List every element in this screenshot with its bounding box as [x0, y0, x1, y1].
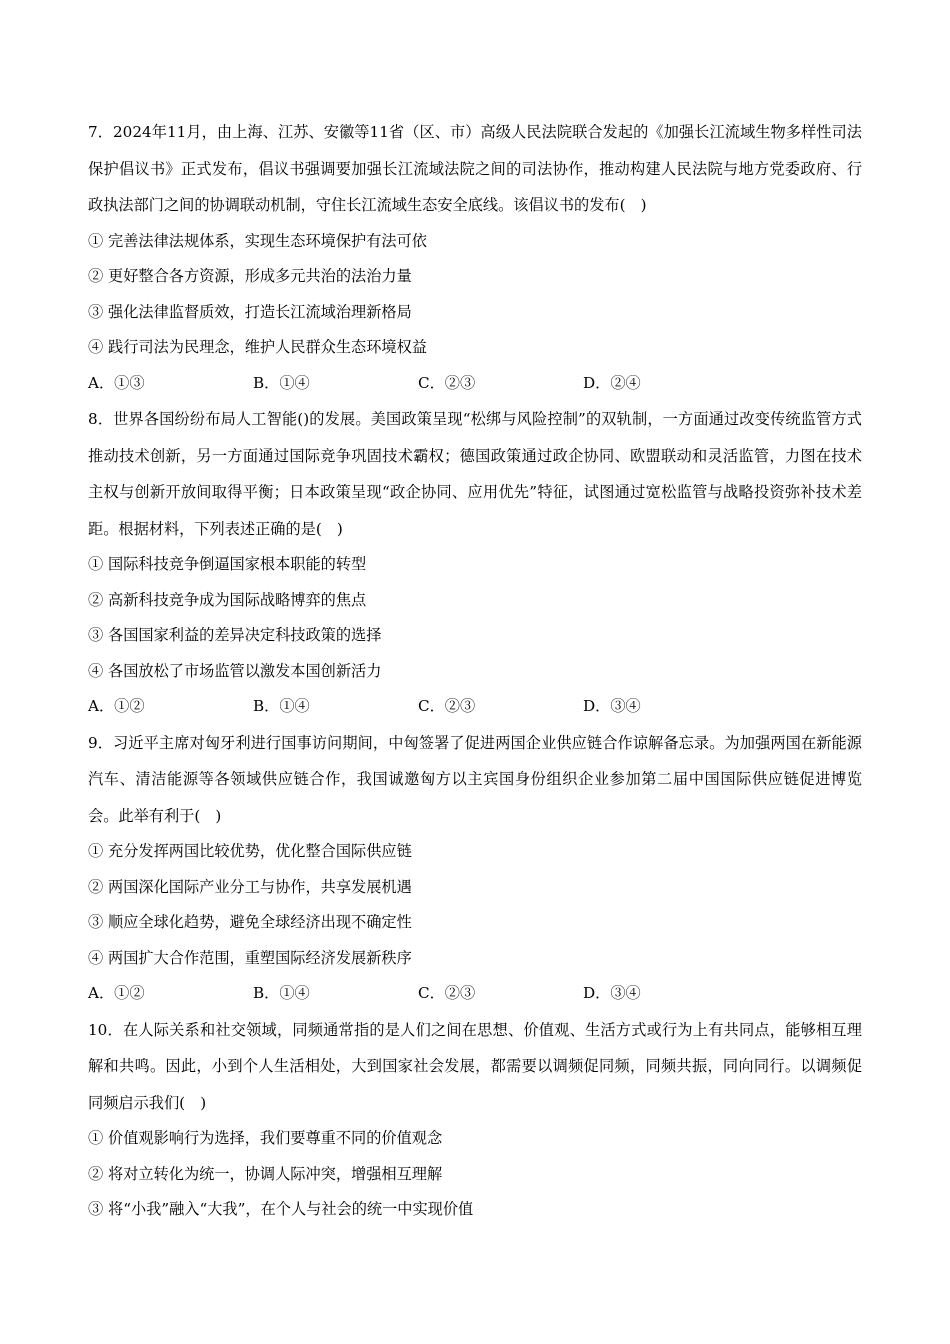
statement-3: ③ 将“小我”融入“大我”，在个人与社会的统一中实现价值 — [88, 1200, 474, 1218]
statement-2: ② 将对立转化为统一，协调人际冲突，增强相互理解 — [88, 1164, 443, 1183]
question-10 — [88, 1012, 862, 1228]
statement-4: ④ 践行司法为民理念，维护人民群众生态环境权益 — [88, 338, 427, 356]
choice-a: A．①② — [88, 697, 145, 715]
statement-4: ④ 各国放松了市场监管以激发本国创新活力 — [88, 661, 382, 680]
answer-choices — [88, 689, 862, 725]
choice-b: B．①④ — [253, 984, 310, 1002]
choice-b: B．①④ — [253, 697, 310, 715]
choice-d: D．③④ — [583, 984, 641, 1002]
choice-c: C．②③ — [418, 984, 476, 1002]
statement-2: ② 两国深化国际产业分工与协作，共享发展机遇 — [88, 877, 412, 896]
statement-1: ① 充分发挥两国比较优势，优化整合国际供应链 — [88, 842, 412, 860]
statement-3: ③ 顺应全球化趋势，避免全球经济出现不确定性 — [88, 913, 412, 931]
choice-a: A．①③ — [88, 373, 145, 392]
question-stem: 10．在人际关系和社交领域，同频通常指的是人们之间在思想、价值观、生活方式或行为上有共同点，能够相互理解和共鸣。因此，小到个人生活相处，大到国家社会发展，都需要以调频促同频，同频共振，同向同行。以调频促同频启示我们( ) — [88, 1020, 862, 1112]
question-8 — [88, 401, 862, 725]
statement-4: ④ 两国扩大合作范围，重塑国际经济发展新秩序 — [88, 948, 412, 967]
question-stem: 9．习近平主席对匈牙利进行国事访问期间，中匈签署了促进两国企业供应链合作谅解备忘录。为加强两国在新能源汽车、清洁能源等各领域供应链合作，我国诚邀匈方以主宾国身份组织企业参加第二届中国国际供应链促进博览会。此举有利于( ) — [88, 733, 862, 825]
question-stem: 8．世界各国纷纷布局人工智能()的发展。美国政策呈现“松绑与风险控制”的双轨制，一方面通过改变传统监管方式推动技术创新，另一方面通过国际竞争巩固技术霸权；德国政策通过政企协同、欧盟联动和灵活监管，力图在技术主权与创新开放间取得平衡；日本政策呈现“政企协同、应用优先”特征，试图通过宽松监管与战略投资弥补技术差距。根据材料，下列表述正确的是( ) — [88, 410, 862, 538]
answer-choices — [88, 366, 862, 402]
question-9 — [88, 725, 862, 1012]
statement-1: ① 价值观影响行为选择，我们要尊重不同的价值观念 — [88, 1129, 443, 1147]
choice-b: B．①④ — [253, 373, 310, 392]
statement-2: ② 更好整合各方资源，形成多元共治的法治力量 — [88, 267, 412, 285]
choice-d: D．②④ — [583, 373, 641, 392]
question-7 — [88, 114, 862, 401]
statement-3: ③ 强化法律监督质效，打造长江流域治理新格局 — [88, 302, 412, 321]
answer-choices — [88, 976, 862, 1012]
choice-c: C．②③ — [418, 697, 476, 715]
statement-2: ② 高新科技竞争成为国际战略博弈的焦点 — [88, 590, 367, 609]
choice-d: D．③④ — [583, 697, 641, 715]
statement-1: ① 完善法律法规体系，实现生态环境保护有法可依 — [88, 231, 427, 250]
question-stem: 7．2024年11月，由上海、江苏、安徽等11省（区、市）高级人民法院联合发起的《加强长江流域生物多样性司法保护倡议书》正式发布，倡议书强调要加强长江流域法院之间的司法协作，推动构建人民法院与地方党委政府、行政执法部门之间的协调联动机制，守住长江流域生态安全底线。该倡议书的发布( ) — [88, 123, 862, 214]
statement-3: ③ 各国国家利益的差异决定科技政策的选择 — [88, 626, 382, 644]
statement-1: ① 国际科技竞争倒逼国家根本职能的转型 — [88, 555, 367, 573]
choice-a: A．①② — [88, 984, 145, 1002]
exam-page — [88, 114, 862, 1228]
choice-c: C．②③ — [418, 373, 476, 392]
